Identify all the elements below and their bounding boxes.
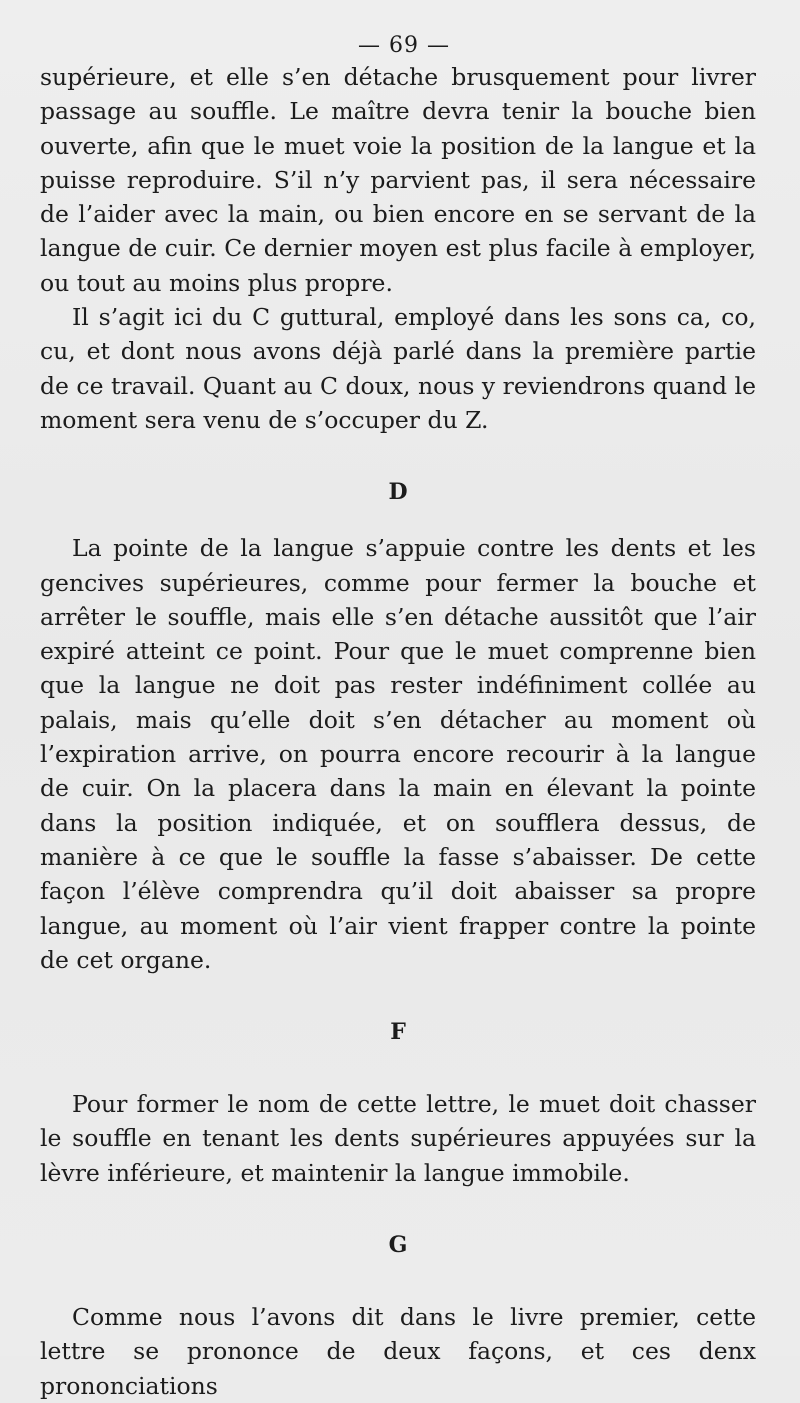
paragraph-d: La pointe de la langue s’appuie contre les dents et les gencives supérieures, comme pour fermer la bouche et arrêter le souffle, mais elle s’en détache aussitôt que l’air expiré atteint ce point. Pour que le muet comprenne bien que la langue ne doit pas rester indéfiniment collée au palais, mais qu’elle doit s’en détacher au moment où l’expiration arrive, on pourra encore recourir à la langue de cuir. On la placera dans la main en élevant la pointe dans la position indiquée, et on soufflera dessus, de manière à ce que le souffle la fasse s’abaisser. De cette façon l’élève comprendra qu’il doit abaisser sa propre langue, au moment où l’air vient frapper contre la pointe de cet organe. [40, 534, 756, 974]
paragraph-c-guttural: Il s’agit ici du C guttural, employé dans les sons ca, co, cu, et dont nous avons déjà parlé dans la première partie de ce travail. Quant au C doux, nous y reviendrons quand le moment sera venu de s’occuper du Z. [40, 303, 756, 434]
paragraph-f: Pour former le nom de cette lettre, le muet doit chasser le souffle en tenant les dents supérieures appuyées sur la lèvre inférieure, et maintenir la langue immobile. [40, 1090, 756, 1187]
section-heading-f: F [390, 1019, 406, 1046]
paragraph-continuation: supérieure, et elle s’en détache brusquement pour livrer passage au souffle. Le maître devra tenir la bouche bien ouverte, afin que le muet voie la position de la langue et la puisse reproduire. S’il n’y parvient pas, il sera nécessaire de l’aider avec la main, ou bien encore en se servant de la langue de cuir. Ce dernier moyen est plus facile à employer, ou tout au moins plus propre. [40, 63, 756, 297]
section-heading-g: G [388, 1232, 408, 1259]
paragraph-g: Comme nous l’avons dit dans le livre premier, cette lettre se prononce de deux façons, et ces denx prononciations [40, 1303, 756, 1400]
section-heading-d: D [388, 479, 408, 506]
page-number: — 69 — [358, 33, 450, 58]
